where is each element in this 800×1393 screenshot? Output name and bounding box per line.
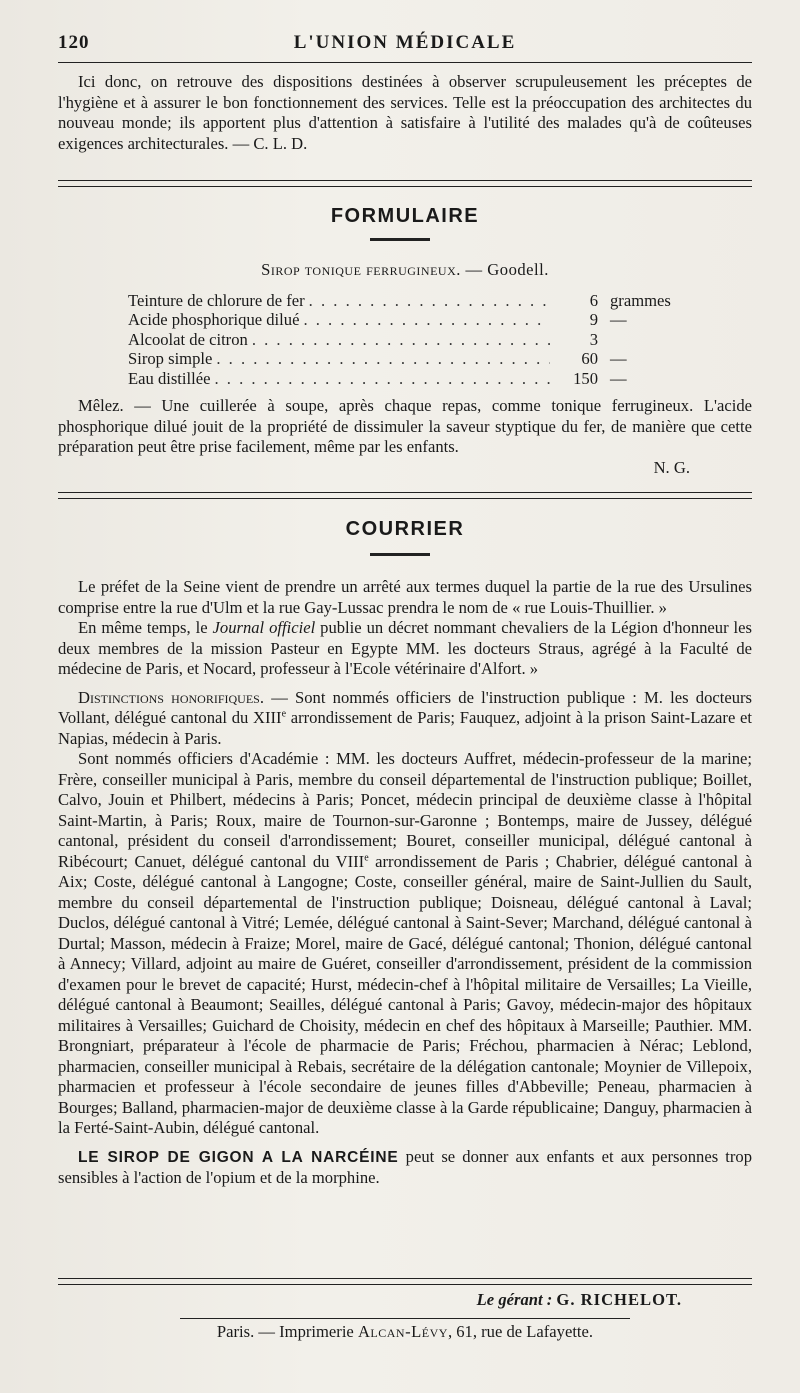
ingredient-name: Sirop simple (128, 349, 213, 369)
section-divider (58, 180, 752, 187)
ingredient-qty: 150 (573, 368, 598, 388)
recipe-title (58, 260, 752, 280)
intro-text: Ici donc, on retrouve des dispositions destinées à observer scrupuleusement les préceptes de l'hygiène et à assurer le bon fonctionnement des services. Telle est la préoccupation des architectes du nouveau monde; ils apportent plus d'attention à satisfaire à l'utilité des malades qu'à de coûteuses exigences architecturales. — C. L. D. (58, 72, 752, 153)
courrier-title: COURRIER (345, 518, 465, 540)
ingredient-qty: 3 (589, 329, 598, 349)
page-number: 120 (58, 32, 90, 53)
courrier-paragraph-4: Sont nommés officiers d'Académie : MM. les docteurs Auffret, médecin-professeur de la marine; Frère, conseiller municipal à Paris, membre du conseil départemental de l'instruction publique; Boillet, Calvo, Jouin et Philbert, médecins à Paris; Poncet, médecin principal de deuxième classe à l'hôpital Saint-Martin, à Paris; Roux, maire de Tournon-sur-Garonne ; Bontemps, maire de Jussey, délégué cantonal, président du conseil d'arrondissement; Bouret, conseiller municipal, délégué cantonal à Ribécourt; Canuet, délégué cantonal du VIIIe arrondissement de Paris ; Chabrier, délégué cantonal à Aix; Coste, délégué cantonal à Langogne; Coste, conseiller général, maire de Saint-Jullien du Sault, membre du conseil départemental de l'instruction publique; Doisneau, délégué cantonal à Laval; Duclos, délégué cantonal à Vitré; Lemée, délégué cantonal à Saint-Sever; Marchand, délégué cantonal à Durtal; Masson, médecin à Fraize; Morel, maire de Gacé, délégué cantonal; Thonion, délégué cantonal à Annecy; Villard, adjoint au maire de Guéret, conseiller d'arrondissement, président de la commission d'examen pour le brevet de capacité; Hurst, médecin-chef à l'hôpital militaire de Versailles; La Vieille, délégué cantonal à Beaumont; Seailles, délégué cantonal à Paris; Gavoy, médecin-major des hôpitaux militaires à Versailles; Guichard de Choisity, médecin en chef des hôpitaux à Marseille; Pauthier. MM. Brongniart, préparateur à l'école de pharmacie de Paris; Fréchou, pharmacien à Nérac; Leblond, pharmacien, conseiller municipal à Rebais, secrétaire de la délégation cantonale; Moynier de Villepoix, pharmacien et professeur à l'école secondaire de jeunes filles d'Abbeville; Peneau, pharmacien à Bourges; Balland, pharmacien-major de deuxième classe à la Garde républicaine; Danguy, pharmacien à la Ferté-Saint-Aubin, délégué cantonal. (58, 749, 752, 1137)
advertisement: LE SIROP DE GIGON A LA NARCÉINE peut se donner aux enfants et aux personnes trop sensibles à l'action de l'opium et de la morphine. (58, 1146, 752, 1187)
header-rule (58, 62, 752, 63)
footer-divider (58, 1278, 752, 1285)
recipe-author: — Goodell. (465, 260, 549, 279)
ingredient-name: Teinture de chlorure de fer (128, 291, 305, 310)
ingredients-list (128, 291, 690, 388)
printer-name: Alcan-Lévy (357, 1322, 448, 1341)
ingredient-row (128, 310, 690, 329)
footer-rule (180, 1318, 630, 1319)
journal-title: L'UNION MÉDICALE (293, 32, 517, 53)
distinctions-label: Distinctions honorifiques. (78, 687, 265, 707)
ingredient-unit: grammes (610, 291, 671, 310)
courrier-paragraph-2: En même temps, le Journal officiel publie un décret nommant chevaliers de la Légion d'honneur les deux membres de la mission Pasteur en Egypte MM. les docteurs Straus, agrégé à la Faculté de médecine de Paris, et Nocard, professeur à l'Ecole vétérinaire d'Alfort. » (58, 618, 752, 678)
ingredient-qty: 60 (581, 349, 598, 369)
ingredient-row (128, 349, 690, 368)
ingredient-row (128, 369, 690, 388)
ingredient-qty: 9 (589, 310, 598, 330)
recipe-instructions (58, 396, 752, 478)
imprint-line: Paris. — Imprimerie Alcan-Lévy, 61, rue de Lafayette. (216, 1322, 594, 1341)
ingredient-name: Eau distillée (128, 368, 211, 388)
ingredient-unit: — (610, 310, 627, 330)
page-header (58, 28, 752, 58)
recipe-name: Sirop tonique ferrugineux. (261, 260, 461, 279)
ingredient-unit: — (610, 368, 627, 388)
courrier-paragraph-3: Distinctions honorifiques. — Sont nommés officiers de l'instruction publique : M. les docteurs Vollant, délégué cantonal du XIIIe arrondissement de Paris; Fauquez, adjoint à la prison Saint-Lazare et Napias, médecin à Paris. (58, 687, 753, 748)
ingredient-name: Acide phosphorique dilué (128, 310, 300, 330)
gerant-line (477, 1290, 682, 1310)
recipe-signature: N. G. (653, 457, 690, 477)
ingredient-qty: 6 (589, 291, 598, 310)
section-divider (58, 492, 752, 499)
ingredient-row (128, 291, 690, 310)
gerant-name: G. RICHELOT. (556, 1290, 682, 1309)
courrier-paragraph-1: Le préfet de la Seine vient de prendre un arrêté aux termes duquel la partie de la rue des Ursulines comprise entre la rue d'Ulm et la rue Gay-Lussac prendra le nom de « rue Louis-Thuillier. » (58, 577, 752, 617)
gerant-label: Le gérant : (476, 1290, 553, 1309)
ingredient-row (128, 330, 690, 349)
formulaire-title: FORMULAIRE (330, 205, 480, 227)
ad-product: LE SIROP DE GIGON A LA NARCÉINE (78, 1148, 399, 1166)
instructions-text: Mêlez. — Une cuillerée à soupe, après chaque repas, comme tonique ferrugineux. L'acide phosphorique dilué jouit de la propriété de dissimuler la saveur styptique du fer, de manière que cette préparation peut être prise facilement, même par les enfants. (58, 396, 752, 456)
journal-officiel: Journal officiel (212, 618, 316, 637)
ingredient-name: Alcoolat de citron (128, 329, 248, 349)
courrier-body (58, 577, 752, 1189)
courrier-title-rule (370, 553, 430, 556)
ingredient-unit: — (610, 349, 627, 369)
formulaire-title-rule (370, 238, 430, 241)
intro-paragraph (58, 72, 752, 154)
